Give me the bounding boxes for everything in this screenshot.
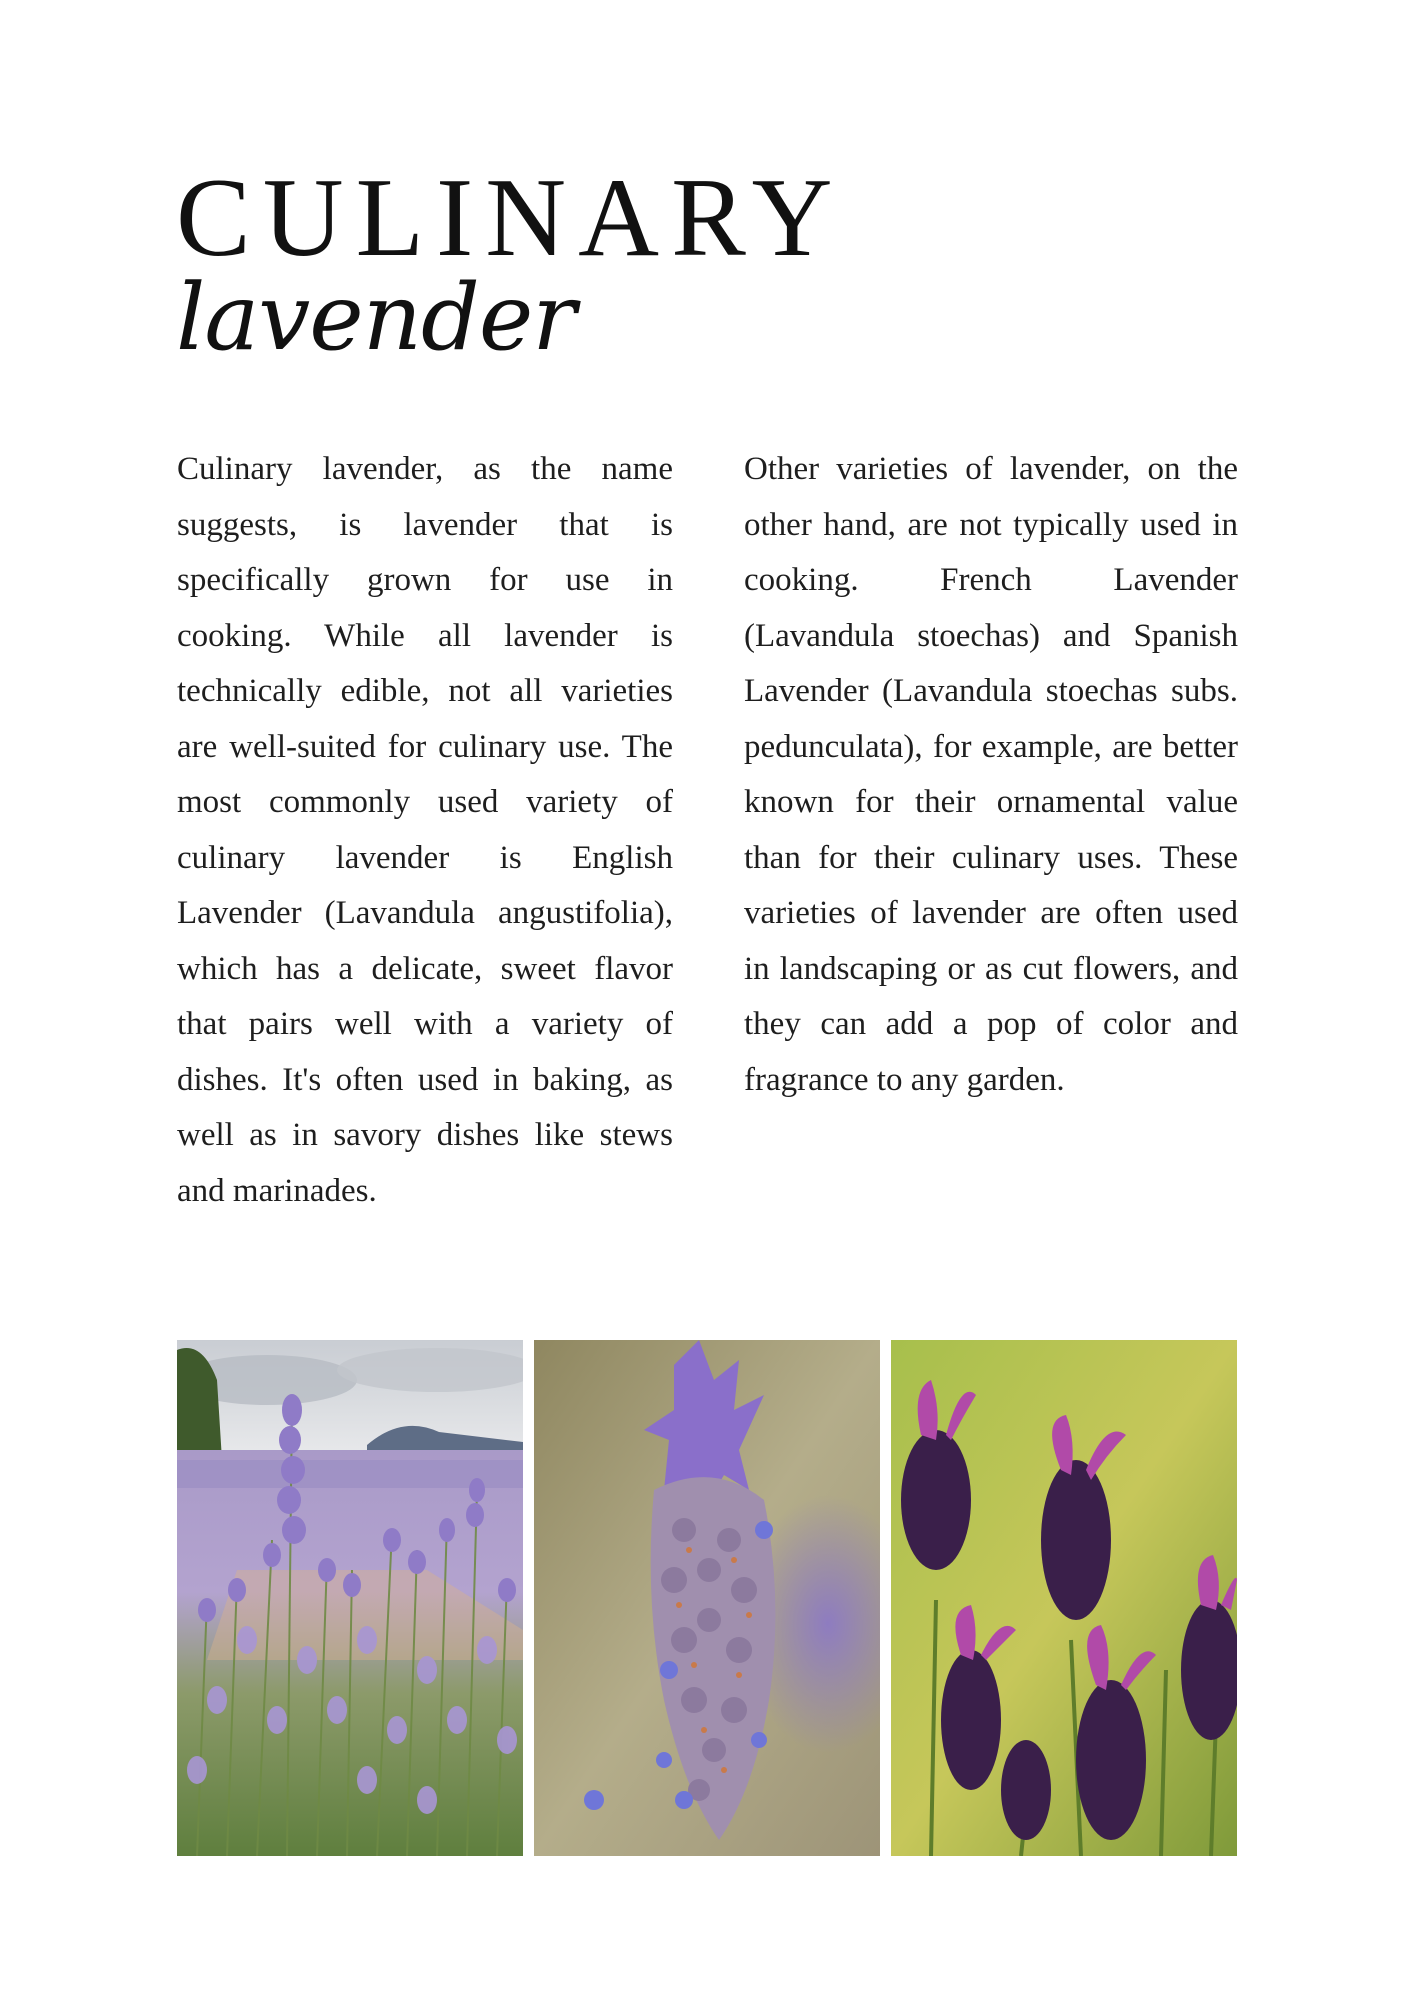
page-subtitle: lavender xyxy=(176,264,576,371)
page-title: CULINARY xyxy=(176,156,845,280)
spanish-lavender-photo xyxy=(891,1340,1237,1856)
photo-strip xyxy=(177,1340,1237,1856)
lavender-field-photo xyxy=(177,1340,523,1856)
lavender-spike-closeup-photo xyxy=(534,1340,880,1856)
body-text-left-column: Culinary lavender, as the name suggests, is lavender that is specifically grown for use in cooking. While all lavender is technically edible, not all varieties are well-suited for culinary use. The most commonly used variety of culinary lavender is English Lavender (Lavandula angustifolia), which has a delicate, sweet flavor that pairs well with a variety of dishes. It's often used in baking, as well as in savory dishes like stews and marinades. xyxy=(177,451,673,1209)
body-text-right-column: Other varieties of lavender, on the other hand, are not typically used in cooking. French Lavender (Lavandula stoechas) and Spanish Lavender (Lavandula stoechas subs. pedunculata), for example, are better known for their ornamental value than for their culinary uses. These varieties of lavender are often used in landscaping or as cut flowers, and they can add a pop of color and fragrance to any garden. xyxy=(744,451,1238,1098)
